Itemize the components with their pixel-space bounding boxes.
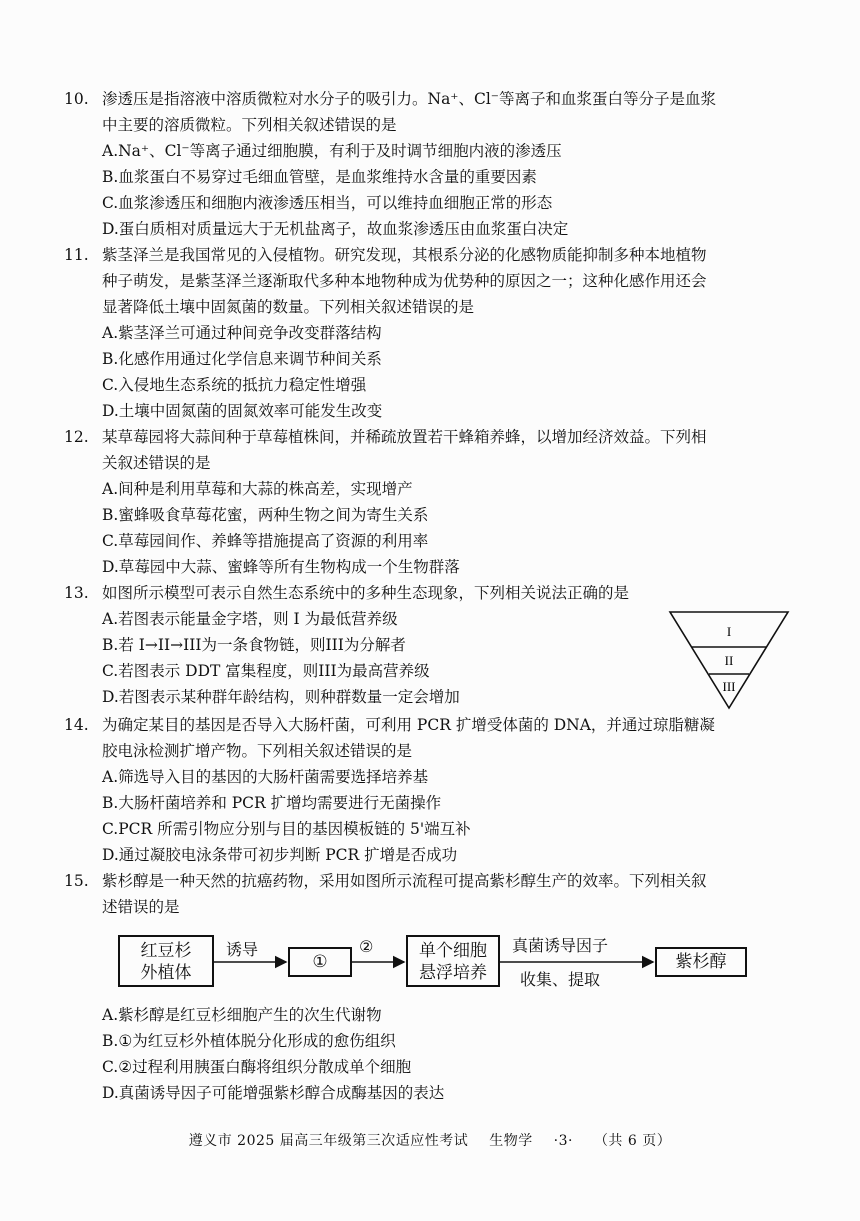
flow-box-taxol: 紫杉醇 xyxy=(655,947,747,977)
option-a: A.Na⁺、Cl⁻等离子通过细胞膜，有利于及时调节细胞内液的渗透压 xyxy=(102,142,562,160)
option-a: A.间种是利用草莓和大蒜的株高差，实现增产 xyxy=(102,480,413,498)
flow-label-induction: 诱导 xyxy=(226,940,259,959)
question-stem-line: 11. 紫茎泽兰是我国常见的入侵植物。研究发现，其根系分泌的化感物质能抑制多种本地植物 xyxy=(64,242,804,268)
question-10 xyxy=(64,86,804,242)
option-a: A.筛选导入目的基因的大肠杆菌需要选择培养基 xyxy=(102,768,429,786)
option-c: C.若图表示 DDT 富集程度，则III为最高营养级 xyxy=(102,662,430,680)
exam-title: 遵义市 2025 届高三年级第三次适应性考试 xyxy=(188,1133,469,1149)
question-stem-line: 关叙述错误的是 xyxy=(102,454,211,472)
option-c: C.草莓园间作、养蜂等措施提高了资源的利用率 xyxy=(102,532,429,550)
inverted-pyramid-diagram xyxy=(668,610,790,710)
question-stem-line: 述错误的是 xyxy=(102,898,180,916)
question-14 xyxy=(64,712,804,868)
question-number: 12. xyxy=(64,428,89,446)
flow-box-step-1: ① xyxy=(288,947,352,977)
pyramid-level-3-label: III xyxy=(722,679,736,694)
option-b: B.化感作用通过化学信息来调节种间关系 xyxy=(102,350,382,368)
question-stem-line: 13. 如图所示模型可表示自然生态系统中的多种生态现象，下列相关说法正确的是 xyxy=(64,580,804,606)
option-b: B.大肠杆菌培养和 PCR 扩增均需要进行无菌操作 xyxy=(102,794,442,812)
question-number: 10. xyxy=(64,90,89,108)
option-d: D.通过凝胶电泳条带可初步判断 PCR 扩增是否成功 xyxy=(102,846,458,864)
question-stem-line: 种子萌发，是紫茎泽兰逐渐取代多种本地物种成为优势种的原因之一；这种化感作用还会 xyxy=(102,272,707,290)
option-a: A.若图表示能量金字塔，则 I 为最低营养级 xyxy=(102,610,398,628)
option-b: B.血浆蛋白不易穿过毛细血管壁，是血浆维持水含量的重要因素 xyxy=(102,168,537,186)
page-number: ·3· xyxy=(553,1133,573,1149)
option-d: D.土壤中固氮菌的固氮效率可能发生改变 xyxy=(102,402,383,420)
option-c: C.血浆渗透压和细胞内液渗透压相当，可以维持血细胞正常的形态 xyxy=(102,194,553,212)
question-stem-line: 胶电泳检测扩增产物。下列相关叙述错误的是 xyxy=(102,742,413,760)
question-stem-line: 12. 某草莓园将大蒜间种于草莓植株间，并稀疏放置若干蜂箱养蜂，以增加经济效益。下列相 xyxy=(64,424,804,450)
total-pages: （共 6 页） xyxy=(593,1133,672,1149)
option-d: D.草莓园中大蒜、蜜蜂等所有生物构成一个生物群落 xyxy=(102,558,460,576)
flow-label-fungal-elicitor: 真菌诱导因子 xyxy=(512,936,609,955)
option-d: D.蛋白质相对质量远大于无机盐离子，故血浆渗透压由血浆蛋白决定 xyxy=(102,220,569,238)
question-stem-line: 中主要的溶质微粒。下列相关叙述错误的是 xyxy=(102,116,397,134)
option-a: A.紫杉醇是红豆杉细胞产生的次生代谢物 xyxy=(102,1006,382,1024)
question-stem-line: 显著降低土壤中固氮菌的数量。下列相关叙述错误的是 xyxy=(102,298,475,316)
subject-name: 生物学 xyxy=(489,1133,533,1149)
question-12 xyxy=(64,424,804,580)
question-15 xyxy=(64,868,804,920)
flow-box-suspension-culture: 单个细胞 悬浮培养 xyxy=(406,935,500,987)
question-stem-line: 10. 渗透压是指溶液中溶质微粒对水分子的吸引力。Na⁺、Cl⁻等离子和血浆蛋白等分子是血浆 xyxy=(64,86,804,112)
question-11 xyxy=(64,242,804,424)
option-d: D.若图表示某种群年龄结构，则种群数量一定会增加 xyxy=(102,688,460,706)
option-c: C.②过程利用胰蛋白酶将组织分散成单个细胞 xyxy=(102,1058,412,1076)
question-15-options xyxy=(64,1002,804,1106)
page-footer xyxy=(0,1130,860,1150)
option-b: B.若 I→II→III为一条食物链，则III为分解者 xyxy=(102,636,406,654)
question-stem-line: 14. 为确定某目的基因是否导入大肠杆菌，可利用 PCR 扩增受体菌的 DNA，并通过琼脂糖凝 xyxy=(64,712,804,738)
pyramid-level-2-label: II xyxy=(724,653,734,668)
option-d: D.真菌诱导因子可能增强紫杉醇合成酶基因的表达 xyxy=(102,1084,445,1102)
option-c: C.PCR 所需引物应分别与目的基因模板链的 5'端互补 xyxy=(102,820,471,838)
flow-box-explant: 红豆杉 外植体 xyxy=(118,935,214,987)
option-c: C.入侵地生态系统的抵抗力稳定性增强 xyxy=(102,376,367,394)
option-b: B.蜜蜂吸食草莓花蜜，两种生物之间为寄生关系 xyxy=(102,506,429,524)
flow-arrows xyxy=(118,933,758,993)
option-b: B.①为红豆杉外植体脱分化形成的愈伤组织 xyxy=(102,1032,396,1050)
taxol-production-flowchart xyxy=(118,933,758,993)
option-a: A.紫茎泽兰可通过种间竞争改变群落结构 xyxy=(102,324,382,342)
question-number: 14. xyxy=(64,716,89,734)
pyramid-level-1-label: I xyxy=(726,624,732,639)
flow-label-step-2: ② xyxy=(359,937,374,956)
question-stem-line: 15. 紫杉醇是一种天然的抗癌药物，采用如图所示流程可提高紫杉醇生产的效率。下列相关叙 xyxy=(64,868,804,894)
flow-label-collect-extract: 收集、提取 xyxy=(520,970,601,989)
question-number: 15. xyxy=(64,872,89,890)
question-number: 11. xyxy=(64,246,89,264)
question-number: 13. xyxy=(64,584,89,602)
